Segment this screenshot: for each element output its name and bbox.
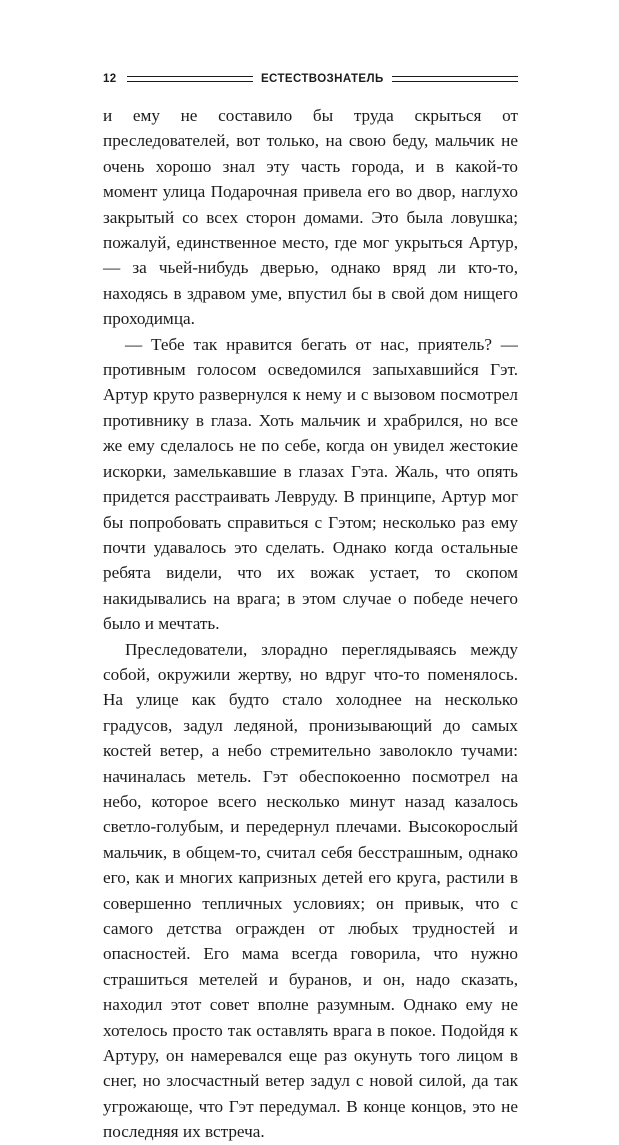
running-header [103,71,518,87]
paragraph-2: — Тебе так нравится бегать от нас, приятель? — противным голосом осведомился запыхавшийся Гэт. Артур круто развернулся к нему и с вызовом посмотрел противнику в глаза. Хоть мальчик и храбрился, но все же ему сделалось не по себе, когда он увидел жестокие искорки, замелькавшие в глазах Гэта. Жаль, что опять придется расстраивать Левруду. В принципе, Артур мог бы попробовать справиться с Гэтом; несколько раз ему почти удавалось это сделать. Однако когда остальные ребята видели, что их вожак устает, то скопом накидывались на врага; в этом случае о победе нечего было и мечтать. [103,334,518,634]
paragraph-1: и ему не составило бы труда скрыться от преследователей, вот только, на свою беду, мальчик не очень хорошо знал эту часть города, и в какой-то момент улица Подарочная привела его во двор, наглухо закрытый со всех сторон домами. Это была ловушка; пожалуй, единственное место, где мог укрыться Артур, — за чьей-нибудь дверью, однако вряд ли кто-то, находясь в здравом уме, впустил бы в свой дом нищего проходимца. [103,106,518,329]
header-rule-right [392,76,518,82]
body-text [103,103,518,1145]
page-number: 12 [103,73,117,85]
header-rule-left [127,76,253,82]
paragraph-3: Преследователи, злорадно переглядываясь между собой, окружили жертву, но вдруг что-то поменялось. На улице как будто стало холоднее на несколько градусов, задул ледяной, пронизывающий до самых костей ветер, а небо стремительно заволокло тучами: начиналась метель. Гэт обеспокоенно посмотрел на небо, которое всего несколько минут назад казалось светло-голубым, и передернул плечами. Высокорослый мальчик, в общем-то, считал себя бесстрашным, однако его, как и многих капризных детей его круга, растили в совершенно тепличных условиях; он привык, что с самого детства огражден от любых трудностей и опасностей. Его мама всегда говорила, что нужно страшиться метелей и буранов, и он, надо сказать, находил этот совет вполне разумным. Однако ему не хотелось просто так оставлять врага в покое. Подойдя к Артуру, он намеревался еще раз окунуть того лицом в снег, но злосчастный ветер задул с новой силой, да так угрожающе, что Гэт передумал. В конце концов, это не последняя их встреча. [103,639,518,1142]
running-title: ЕСТЕСТВОЗНАТЕЛЬ [260,73,384,85]
